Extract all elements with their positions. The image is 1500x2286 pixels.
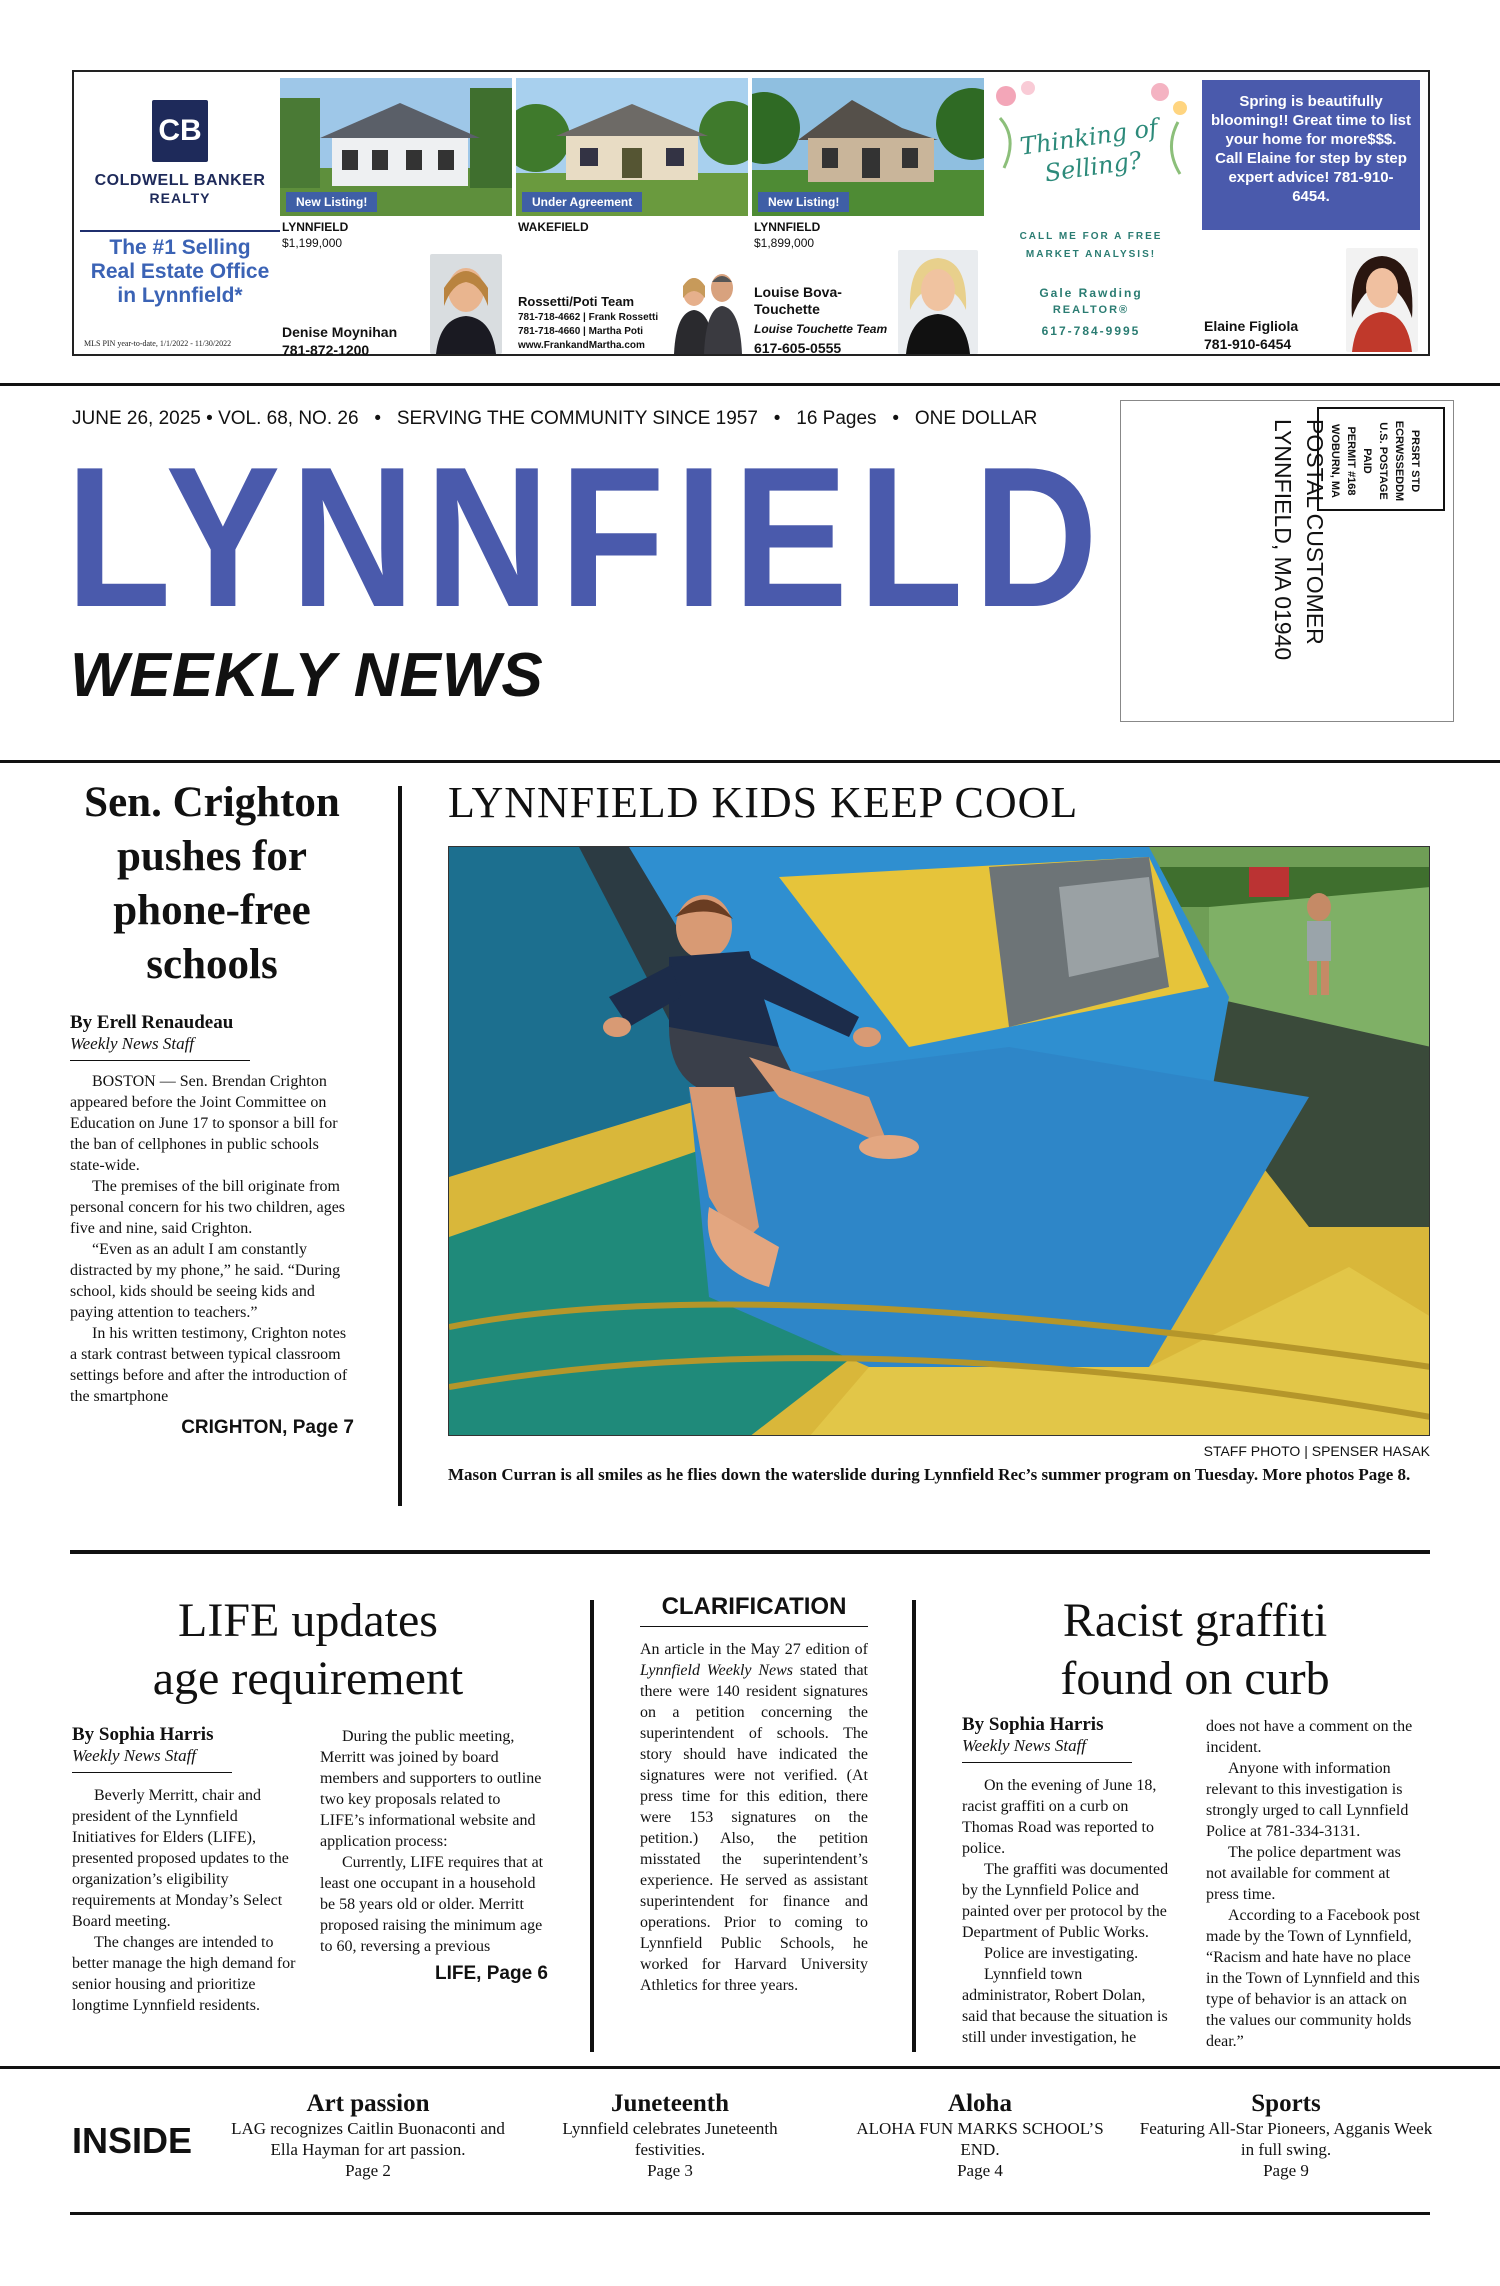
- indicia-line-6: WOBURN, MA: [1329, 424, 1341, 498]
- gale-rawding-title: REALTOR®: [1052, 304, 1130, 316]
- coldwell-banker-tagline: The #1 Selling Real Estate Office in Lynnfield*: [90, 236, 270, 307]
- clarification-box: [640, 1592, 868, 1996]
- graffiti-paragraph: The graffiti was documented by the Lynnfield Police and painted over per protocol by the Department of Public Works.: [962, 1861, 1169, 1941]
- listing-town-1: LYNNFIELD: [282, 220, 349, 234]
- life-paragraph: Beverly Merritt, chair and president of the Lynnfield Initiatives for Elders (LIFE), presented proposed updates to the organization’s eligibility requirements at Monday’s Select Board meeting.: [72, 1787, 289, 1930]
- crighton-headline: Sen. Crighton pushes for phone-free schools: [84, 779, 340, 988]
- clarification-publication: Lynnfield Weekly News: [640, 1662, 794, 1679]
- newspaper-title: LYNNFIELD: [66, 426, 1109, 649]
- clarification-title: CLARIFICATION: [640, 1592, 868, 1627]
- life-byline: By Sophia Harris: [72, 1724, 214, 1745]
- crighton-story: [70, 776, 354, 1439]
- listing-flag-1: New Listing!: [286, 192, 377, 212]
- coldwell-banker-name: COLDWELL BANKER: [94, 172, 266, 189]
- crighton-paragraph: “Even as an adult I am constantly distracted by my phone,” he said. “During school, kids should be seeing kids and paying attention to teachers.”: [70, 1241, 341, 1321]
- inside-item-title: Sports: [1251, 2090, 1321, 2117]
- graffiti-paragraph: Lynnfield town administrator, Robert Dolan, said that because the situation is still under investigation, he: [962, 1966, 1168, 2046]
- clarification-text: [640, 1639, 868, 1996]
- graffiti-headline-line-2: found on curb: [1060, 1652, 1330, 1705]
- inside-item-text: LAG recognizes Caitlin Buonaconti and Ella Hayman for art passion.: [231, 2119, 505, 2159]
- life-headline-line-1: LIFE updates: [178, 1594, 438, 1647]
- agent-line-2a: 781-718-4662 | Frank Rossetti: [518, 312, 659, 323]
- listing-card-1: [280, 78, 512, 358]
- inside-item-page: Page 4: [957, 2161, 1003, 2180]
- inside-item-title: Art passion: [306, 2090, 430, 2117]
- graffiti-col-1: [962, 1714, 1174, 2048]
- listing-town-3: LYNNFIELD: [754, 220, 821, 234]
- inside-item-title: Aloha: [948, 2090, 1012, 2117]
- crighton-paragraph: In his written testimony, Crighton notes a stark contrast between typical classroom settings before and after the introduction of the smartphone: [70, 1325, 348, 1405]
- waterslide-image: [449, 847, 1430, 1436]
- house-photo-2: [516, 78, 748, 216]
- life-headline-line-2: age requirement: [152, 1652, 464, 1705]
- inside-label: INSIDE: [72, 2120, 193, 2161]
- graffiti-paragraph: The police department was not available for comment at press time.: [1206, 1844, 1401, 1903]
- house-photo-3: [752, 78, 984, 216]
- crighton-staff-label: Weekly News Staff: [70, 1034, 195, 1053]
- masthead-bottom-rule: [0, 760, 1500, 763]
- agent-name-3: Louise Bova-Touchette: [754, 284, 842, 317]
- coldwell-banker-fine-print: MLS PIN year-to-date, 1/1/2022 - 11/30/2022: [84, 339, 232, 348]
- listing-town-2: WAKEFIELD: [518, 220, 589, 234]
- graffiti-staff-label: Weekly News Staff: [962, 1736, 1087, 1755]
- agent-name-2: Rossetti/Poti Team: [518, 294, 635, 309]
- coldwell-banker-panel: [80, 78, 280, 348]
- realty-ad-banner: [72, 70, 1430, 356]
- life-story: [70, 1592, 548, 2014]
- crighton-paragraph: BOSTON — Sen. Brendan Crighton appeared before the Joint Committee on Education on June 17 to sponsor a bill for the ban of cellphones in public schools state-wide.: [70, 1073, 338, 1174]
- graffiti-col-2: [1206, 1716, 1424, 2052]
- life-col-1: [72, 1724, 300, 2016]
- crighton-byline: By Erell Renaudeau: [70, 1012, 234, 1033]
- postal-city: LYNNFIELD, MA 01940: [1270, 419, 1296, 661]
- inside-item-sports[interactable]: [1136, 2090, 1436, 2181]
- selling-card: [988, 78, 1194, 348]
- graffiti-paragraph: On the evening of June 18, racist graffiti on a curb on Thomas Road was reported to police.: [962, 1777, 1157, 1857]
- agent-team-3: Louise Touchette Team: [754, 322, 888, 336]
- agent-headshot-3: [898, 250, 978, 354]
- crighton-jump-link[interactable]: CRIGHTON, Page 7: [181, 1417, 354, 1438]
- inside-item-page: Page 3: [647, 2161, 693, 2180]
- life-paragraph: During the public meeting, Merritt was joined by board members and supporters to outline two key proposals related to LIFE’s informational website and application process:: [320, 1728, 542, 1850]
- photo-headline: LYNNFIELD KIDS KEEP COOL: [448, 778, 1079, 827]
- crighton-body: [70, 1071, 354, 1407]
- indicia-line-4: PAID: [1361, 448, 1373, 474]
- life-paragraph: Currently, LIFE requires that at least one occupant in a household be 58 years old or older. Merritt proposed raising the minimum age to 60, reversing a previous: [320, 1854, 544, 1955]
- coldwell-banker-logo-block: [80, 78, 280, 232]
- coldwell-banker-realty: REALTY: [149, 190, 211, 206]
- life-col-2-text: [320, 1726, 548, 1957]
- elaine-figliola-card: [1198, 78, 1424, 352]
- agent-phone-1: 781-872-1200: [282, 342, 370, 358]
- gale-rawding-phone: 617-784-9995: [1041, 324, 1141, 338]
- graffiti-byline: By Sophia Harris: [962, 1714, 1104, 1735]
- inside-item-title: Juneteenth: [610, 2090, 730, 2117]
- life-paragraph: The changes are intended to better manage the high demand for senior housing and prioritize longtime Lynnfield residents.: [72, 1934, 296, 2014]
- newspaper-subtitle: WEEKLY NEWS: [70, 641, 544, 710]
- byline-rule: [72, 1772, 232, 1773]
- life-col-1-text: [72, 1785, 300, 2016]
- graffiti-col-2-text: [1206, 1716, 1424, 2052]
- agent-line-2b: 781-718-4660 | Martha Poti: [518, 326, 644, 337]
- elaine-headshot: [1346, 248, 1418, 352]
- graffiti-paragraph: Anyone with information relevant to this investigation is strongly urged to call Lynnfield Police at 781-334-3131.: [1206, 1760, 1409, 1840]
- inside-item-art-passion[interactable]: [218, 2090, 518, 2181]
- postage-indicia: [1317, 407, 1445, 511]
- life-jump-link[interactable]: LIFE, Page 6: [435, 1963, 548, 1984]
- inside-item-juneteenth[interactable]: [530, 2090, 810, 2181]
- column-divider: [398, 786, 402, 1506]
- selling-cta: CALL ME FOR A FREE MARKET ANALYSIS!: [1019, 231, 1163, 260]
- masthead-top-rule: [0, 383, 1500, 386]
- agent-website-2: www.FrankandMartha.com: [518, 340, 645, 351]
- column-divider: [912, 1600, 916, 2052]
- inside-item-text: ALOHA FUN MARKS SCHOOL’S END.: [856, 2119, 1104, 2159]
- indicia-line-5: PERMIT #168: [1345, 426, 1357, 496]
- byline-rule: [70, 1060, 250, 1061]
- listing-flag-2: Under Agreement: [522, 192, 642, 212]
- inside-item-text: Featuring All-Star Pioneers, Agganis Week in full swing.: [1139, 2119, 1433, 2159]
- agent-headshot-1: [430, 254, 502, 354]
- inside-item-text: Lynnfield celebrates Juneteenth festivities.: [562, 2119, 778, 2159]
- graffiti-col-1-text: [962, 1775, 1174, 2048]
- photo-credit: STAFF PHOTO | SPENSER HASAK: [1203, 1443, 1430, 1459]
- listing-price-1: $1,199,000: [282, 236, 343, 250]
- clarification-text-pre: An article in the May 27 edition of: [640, 1641, 868, 1658]
- life-col-2: [320, 1726, 548, 1985]
- inside-item-aloha[interactable]: [855, 2090, 1105, 2181]
- elaine-phone: 781-910-6454: [1204, 336, 1292, 352]
- house-photo-1: [280, 78, 512, 216]
- listing-card-3: [752, 78, 984, 356]
- coldwell-banker-logo-icon: CB: [152, 100, 208, 162]
- graffiti-story: [960, 1592, 1430, 2050]
- inside-item-page: Page 9: [1263, 2161, 1309, 2180]
- life-staff-label: Weekly News Staff: [72, 1746, 197, 1765]
- inside-bottom-rule: [70, 2212, 1430, 2215]
- graffiti-continued-text: does not have a comment on the incident.: [1206, 1718, 1413, 1756]
- indicia-line-3: U.S. POSTAGE: [1377, 422, 1389, 500]
- inside-item-page: Page 2: [345, 2161, 391, 2180]
- waterslide-photo: [448, 846, 1430, 1436]
- section-rule: [70, 1550, 1430, 1554]
- graffiti-paragraph: According to a Facebook post made by the Town of Lynnfield, “Racism and hate have no place in the Town of Lynnfield and this type of behavior is an attack on the values our community holds dear.”: [1206, 1907, 1420, 2050]
- agent-headshot-2: [672, 258, 744, 354]
- postal-mailing-label: [1120, 400, 1454, 722]
- thinking-of-selling-script: Thinking of Selling?: [1018, 113, 1160, 188]
- agent-name-1: Denise Moynihan: [282, 324, 398, 340]
- listing-price-3: $1,899,000: [754, 236, 815, 250]
- byline-rule: [962, 1762, 1132, 1763]
- indicia-line-1: PRSRT STD: [1409, 429, 1421, 493]
- inside-top-rule: [0, 2066, 1500, 2069]
- elaine-blurb: Spring is beautifully blooming!! Great time to list your home for more$$$. Call Elaine for step by step expert advice! 781-910-6454.: [1202, 80, 1420, 230]
- postal-address: [1267, 419, 1331, 719]
- listing-flag-3: New Listing!: [758, 192, 849, 212]
- graffiti-paragraph: Police are investigating.: [984, 1945, 1139, 1962]
- crighton-paragraph: The premises of the bill originate from personal concern for his two children, ages five and nine, said Crighton.: [70, 1178, 346, 1237]
- issue-meta-line: JUNE 26, 2025 • VOL. 68, NO. 26 • SERVING THE COMMUNITY SINCE 1957 • 16 Pages • ONE DOLLAR: [72, 408, 1038, 429]
- agent-phone-3: 617-605-0555: [754, 340, 842, 356]
- listing-card-2: [516, 78, 748, 351]
- clarification-text-post: stated that there were 140 resident signatures on a petition concerning the superintendent of schools. The story should have indicated the signatures were not verified. (At press time for this edition, there were 153 signatures on the petition.) Also, the petition misstated the superintendent’s experience. He served as assistant superintendent for finance and operations. Prior to coming to Lynnfield Public Schools, he worked for Harvard University Athletics for three years.: [640, 1662, 868, 1994]
- graffiti-headline-line-1: Racist graffiti: [1062, 1594, 1328, 1647]
- postal-customer: POSTAL CUSTOMER: [1302, 419, 1328, 645]
- gale-rawding-name: Gale Rawding: [1039, 286, 1143, 300]
- indicia-line-2: ECRWSSEDDM: [1393, 420, 1405, 502]
- elaine-name: Elaine Figliola: [1204, 318, 1299, 334]
- photo-caption: Mason Curran is all smiles as he flies down the waterslide during Lynnfield Rec’s summer program on Tuesday. More photos Page 8.: [448, 1465, 1411, 1484]
- column-divider: [590, 1600, 594, 2052]
